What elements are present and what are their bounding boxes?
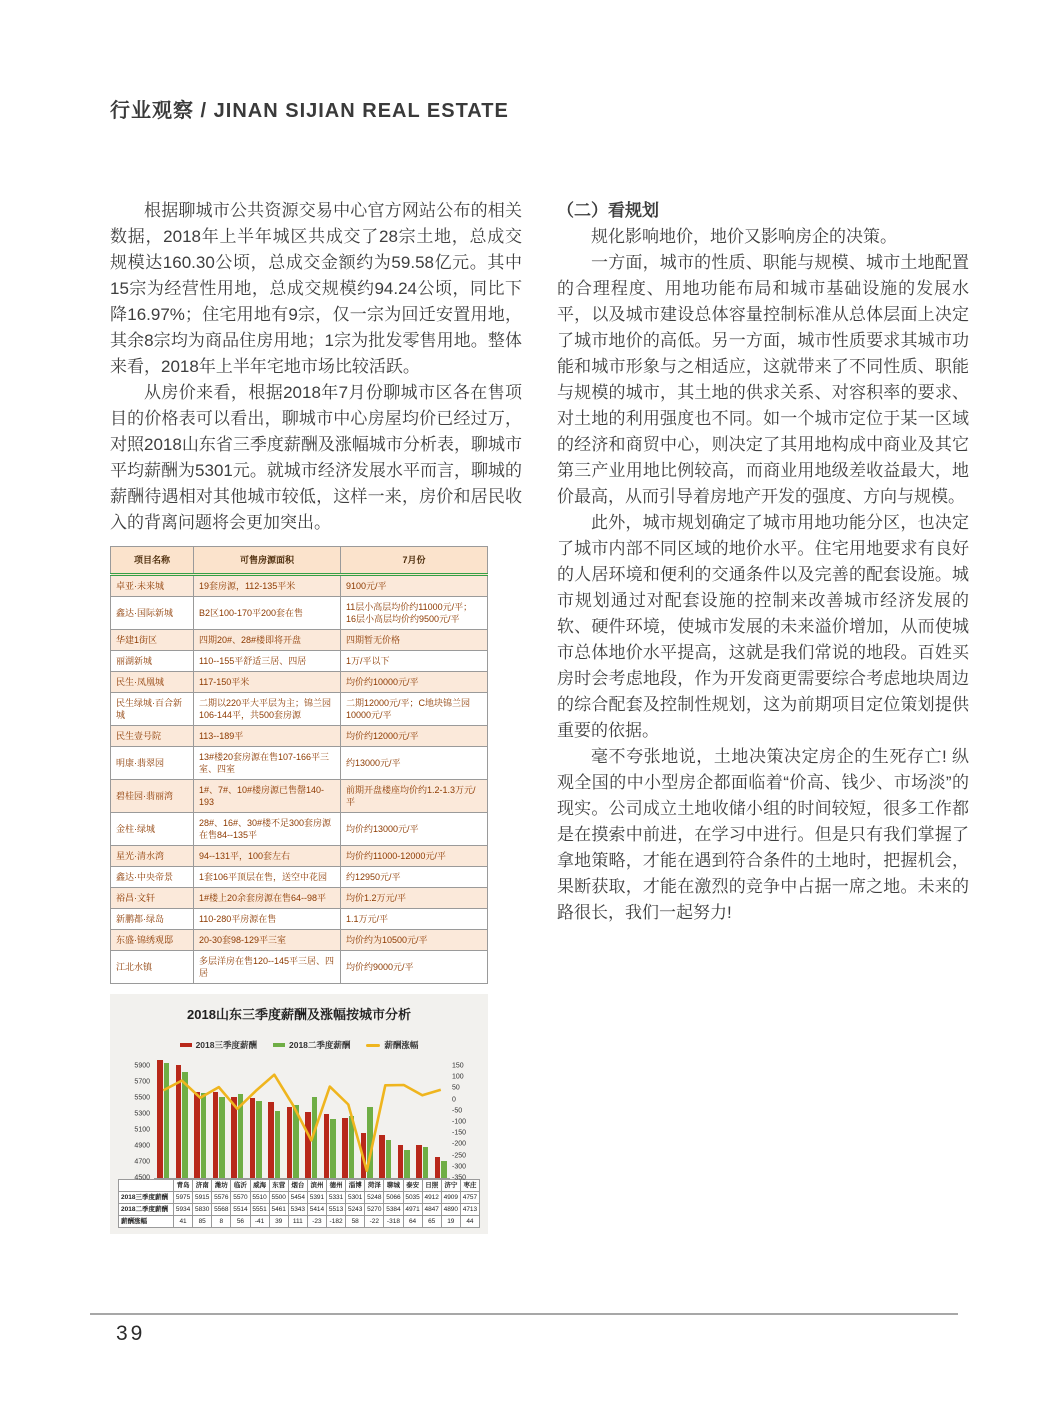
chart-table-city: 济宁 — [441, 1180, 460, 1192]
legend-item — [180, 1032, 257, 1058]
area-cell: 19套房源，112-135平米 — [193, 575, 340, 597]
project-name-cell: 民生壹号院 — [111, 726, 194, 747]
right-axis-tick-label: 150 — [452, 1062, 464, 1070]
chart-table-value: 4909 — [441, 1192, 460, 1204]
chart-table-value-row — [119, 1192, 480, 1204]
price-cell: 约12950元/平 — [340, 867, 487, 888]
left-axis-tick-label: 4900 — [134, 1142, 150, 1150]
area-cell: 20-30套98-129平三室 — [193, 930, 340, 951]
chart-table-value: 65 — [422, 1216, 441, 1228]
right-axis-tick-label: -250 — [452, 1152, 467, 1160]
chart-table-value: 5270 — [365, 1204, 384, 1216]
chart-table-city: 临沂 — [231, 1180, 250, 1192]
chart-table-value: 111 — [288, 1216, 307, 1228]
chart-plot — [134, 1062, 467, 1182]
price-cell: 均价约为10500元/平 — [340, 930, 487, 951]
chart-table-value: 4971 — [403, 1204, 422, 1216]
chart-table-value: 5915 — [193, 1192, 212, 1204]
chart-table-value: 5568 — [212, 1204, 231, 1216]
legend-bar-marker — [273, 1043, 285, 1047]
chart-table-value: -22 — [365, 1216, 384, 1228]
area-cell: 110--155平舒适三居、四居 — [193, 651, 340, 672]
price-table-row — [111, 726, 488, 747]
chart-table-city: 潍坊 — [212, 1180, 231, 1192]
column-header-project: 项目名称 — [111, 547, 194, 575]
right-column — [557, 198, 969, 926]
chart-table-value: 5384 — [384, 1204, 403, 1216]
chart-table-value: 5975 — [174, 1192, 193, 1204]
price-table-row — [111, 846, 488, 867]
area-cell: 1套106平顶层在售，送空中花园 — [193, 867, 340, 888]
left-axis-tick-label: 4700 — [134, 1158, 150, 1166]
chart-table-value: 85 — [193, 1216, 212, 1228]
price-cell: 前期开盘楼座均价约1.2-1.3万元/平 — [340, 780, 487, 813]
price-cell: 1万/平以下 — [340, 651, 487, 672]
area-cell: 28#、16#、30#楼不足300套房源在售84--135平 — [193, 813, 340, 846]
chart-table-value: 5551 — [250, 1204, 269, 1216]
project-name-cell: 裕昌·文轩 — [111, 888, 194, 909]
chart-table-value: 5576 — [212, 1192, 231, 1204]
left-axis-tick-label: 5500 — [134, 1094, 150, 1102]
chart-table-value: 44 — [460, 1216, 479, 1228]
chart-table-value: -182 — [327, 1216, 346, 1228]
left-axis-tick-label: 4500 — [134, 1174, 150, 1182]
price-table — [110, 546, 488, 984]
chart-table-value: 5830 — [193, 1204, 212, 1216]
body-paragraph: 从房价来看，根据2018年7月份聊城市区各在售项目的价格表可以看出，聊城市中心房屋均价已经过万，对照2018山东省三季度薪酬及涨幅城市分析表，聊城市平均薪酬为5301元。就城市经济发展水平而言，聊城的薪酬待遇相对其他城市较低，这样一来，房价和居民收入的背离问题将会更加突出。 — [110, 383, 522, 532]
chart-table-value: 5066 — [384, 1192, 403, 1204]
body-paragraph: 规化影响地价，地价又影响房企的决策。 — [591, 227, 897, 246]
chart-table-value: 4757 — [460, 1192, 479, 1204]
chart-table-city: 威海 — [250, 1180, 269, 1192]
legend-label: 2018三季度薪酬 — [195, 1040, 257, 1050]
price-cell: 二期12000元/平；C地块锦兰园10000元/平 — [340, 693, 487, 726]
chart-table-row-label: 薪酬涨幅 — [119, 1216, 174, 1228]
price-table-row — [111, 780, 488, 813]
project-name-cell: 丽湖新城 — [111, 651, 194, 672]
left-column — [110, 198, 522, 1234]
chart-table-value: 58 — [346, 1216, 365, 1228]
price-cell: 均价约9000元/平 — [340, 951, 487, 984]
price-table-body — [111, 575, 488, 984]
legend-label: 薪酬涨幅 — [384, 1040, 419, 1050]
chart-table-value: 5391 — [307, 1192, 326, 1204]
chart-table-value: 5243 — [346, 1204, 365, 1216]
price-table-row — [111, 597, 488, 630]
price-table-row — [111, 867, 488, 888]
price-cell: 约13000元/平 — [340, 747, 487, 780]
area-cell: 四期20#、28#楼即将开盘 — [193, 630, 340, 651]
chart-table-value: 8 — [212, 1216, 231, 1228]
price-table-header-row — [111, 547, 488, 575]
area-cell: 117-150平米 — [193, 672, 340, 693]
price-cell: 9100元/平 — [340, 575, 487, 597]
left-axis-tick-label: 5700 — [134, 1078, 150, 1086]
right-axis-tick-label: -300 — [452, 1163, 467, 1171]
chart-table-value: 4912 — [422, 1192, 441, 1204]
area-cell: 二期以220平大平层为主；锦兰园106-144平，共500套房源 — [193, 693, 340, 726]
project-name-cell: 民生·凤凰城 — [111, 672, 194, 693]
legend-item — [273, 1032, 350, 1058]
chart-table-value: 5513 — [327, 1204, 346, 1216]
chart-table-city: 青岛 — [174, 1180, 193, 1192]
legend-bar-marker — [180, 1043, 192, 1047]
chart-table-row-label: 2018三季度薪酬 — [119, 1192, 174, 1204]
section-heading: （二）看规划 — [557, 201, 659, 220]
legend-label: 2018二季度薪酬 — [288, 1040, 351, 1050]
chart-table-value-row — [119, 1204, 480, 1216]
right-axis-tick-label: -150 — [452, 1129, 467, 1137]
chart-table-value: 5343 — [288, 1204, 307, 1216]
price-cell: 四期暂无价格 — [340, 630, 487, 651]
project-name-cell: 碧桂园·翡丽湾 — [111, 780, 194, 813]
left-axis-tick-label: 5300 — [134, 1110, 150, 1118]
legend-item — [366, 1032, 418, 1058]
chart-table-value: -23 — [307, 1216, 326, 1228]
page-header — [110, 94, 810, 123]
price-table-row — [111, 930, 488, 951]
project-name-cell: 华建1街区 — [111, 630, 194, 651]
right-axis-tick-label: -100 — [452, 1118, 467, 1126]
chart-table-city: 枣庄 — [460, 1180, 479, 1192]
area-cell: 94--131平，100套左右 — [193, 846, 340, 867]
chart-table-value: 5248 — [365, 1192, 384, 1204]
chart-table-value: 5035 — [403, 1192, 422, 1204]
chart-table-value: 56 — [231, 1216, 250, 1228]
body-paragraph: 根据聊城市公共资源交易中心官方网站公布的相关数据，2018年上半年城区共成交了28宗土地，总成交规模达160.30公顷，总成交金额约为59.58亿元。其中15宗为经营性用地，总成交规模约94.24公顷，同比下降16.97%；住宅用地有9宗，仅一宗为回迁安置用地，其余8宗均为商品住房用地；1宗为批发零售用地。整体来看，2018年上半年宅地市场比较活跃。 — [110, 201, 522, 376]
price-table-row — [111, 888, 488, 909]
area-cell: 13#楼20套房源在售107-166平三室、四室 — [193, 747, 340, 780]
chart-table-value: 39 — [269, 1216, 288, 1228]
chart-table-value: 41 — [174, 1216, 193, 1228]
price-cell: 均价约12000元/平 — [340, 726, 487, 747]
chart-table-value: 5414 — [307, 1204, 326, 1216]
chart-table-row-label: 2018二季度薪酬 — [119, 1204, 174, 1216]
price-cell: 11层小高层均价约11000元/平；16层小高层均价约9500元/平 — [340, 597, 487, 630]
chart-table-value: 64 — [403, 1216, 422, 1228]
column-header-july: 7月份 — [340, 547, 487, 575]
project-name-cell: 明康·翡翠园 — [111, 747, 194, 780]
footer-rule — [90, 1313, 958, 1315]
project-name-cell: 星光·清水湾 — [111, 846, 194, 867]
price-table-row — [111, 693, 488, 726]
area-cell: 113--189平 — [193, 726, 340, 747]
chart-table-city: 烟台 — [288, 1180, 307, 1192]
chart-table-city: 德州 — [327, 1180, 346, 1192]
chart-table-city: 济南 — [193, 1180, 212, 1192]
chart-table-value: 19 — [441, 1216, 460, 1228]
price-table-row — [111, 813, 488, 846]
price-cell: 均价1.2万元/平 — [340, 888, 487, 909]
price-table-row — [111, 651, 488, 672]
project-name-cell: 金柱·绿城 — [111, 813, 194, 846]
right-axis-tick-label: -50 — [452, 1107, 463, 1115]
chart-table-value: -41 — [250, 1216, 269, 1228]
area-cell: 多层洋房在售120--145平三居、四居 — [193, 951, 340, 984]
area-cell: 1#楼上20余套房源在售64--98平 — [193, 888, 340, 909]
chart-table-city: 聊城 — [384, 1180, 403, 1192]
chart-table-value: 5500 — [269, 1192, 288, 1204]
chart-data-table — [118, 1179, 480, 1228]
price-table-row — [111, 909, 488, 930]
left-axis-tick-label: 5100 — [134, 1126, 150, 1134]
chart-table-value: 4847 — [422, 1204, 441, 1216]
page-number: 39 — [116, 1322, 146, 1345]
right-axis-tick-label: 100 — [452, 1073, 464, 1081]
chart-table-value: 5331 — [327, 1192, 346, 1204]
project-name-cell: 鑫达·国际新城 — [111, 597, 194, 630]
chart-table-value: 5461 — [269, 1204, 288, 1216]
price-cell: 1.1万元/平 — [340, 909, 487, 930]
price-cell: 均价约11000-12000元/平 — [340, 846, 487, 867]
chart-title: 2018山东三季度薪酬及涨幅按城市分析 — [187, 1007, 411, 1022]
chart-table-value: 5934 — [174, 1204, 193, 1216]
salary-chart-figure — [110, 994, 488, 1234]
chart-plot-area — [134, 1062, 467, 1182]
right-axis-tick-label: -350 — [452, 1174, 467, 1182]
chart-table-city-row — [119, 1180, 480, 1192]
chart-legend — [118, 1032, 480, 1058]
right-axis-tick-label: 0 — [452, 1096, 456, 1104]
salary-change-line — [154, 1066, 450, 1178]
body-paragraph: 一方面，城市的性质、职能与规模、城市土地配置的合理程度、用地功能布局和城市基础设施的发展水平，以及城市建设总体容量控制标准从总体层面上决定了城市地价的高低。另一方面，城市性质要求其城市功能和城市形象与之相适应，这就带来了不同性质、职能与规模的城市，其土地的供求关系、对容积率的要求、对土地的利用强度也不同。如一个城市定位于某一区域的经济和商贸中心，则决定了其用地构成中商业及其它第三产业用地比例较高，而商业用地级差收益最大，地价最高，从而引导着房地产开发的强度、方向与规模。 — [557, 253, 969, 506]
area-cell: B2区100-170平200套在售 — [193, 597, 340, 630]
chart-table-value: 4713 — [460, 1204, 479, 1216]
area-cell: 110-280平房源在售 — [193, 909, 340, 930]
chart-table-value: 4890 — [441, 1204, 460, 1216]
left-axis-tick-label: 5900 — [134, 1062, 150, 1070]
legend-line-marker — [366, 1044, 380, 1047]
right-axis-tick-label: -200 — [452, 1140, 467, 1148]
project-name-cell: 东盛·锦绣观邸 — [111, 930, 194, 951]
chart-table-value: 5454 — [288, 1192, 307, 1204]
price-cell: 均价约13000元/平 — [340, 813, 487, 846]
chart-table-city: 淄博 — [346, 1180, 365, 1192]
chart-table-city: 泰安 — [403, 1180, 422, 1192]
chart-table-value: 5510 — [250, 1192, 269, 1204]
price-table-row — [111, 747, 488, 780]
body-paragraph: 此外，城市规划确定了城市用地功能分区，也决定了城市内部不同区域的地价水平。住宅用地要求有良好的人居环境和便利的交通条件以及完善的配套设施。城市规划通过对配套设施的控制来改善城市经济发展的软、硬件环境，使城市发展的未来溢价增加，从而使城市总体地价水平提高，这就是我们常说的地段。百姓买房时会考虑地段，作为开发商更需要综合考虑地块周边的综合配套及控制性规划，这为前期项目定位策划提供重要的依据。 — [557, 513, 969, 740]
chart-table-value-row — [119, 1216, 480, 1228]
project-name-cell: 卓亚·未来城 — [111, 575, 194, 597]
project-name-cell: 鑫达·中央帝景 — [111, 867, 194, 888]
chart-table-value: 5514 — [231, 1204, 250, 1216]
body-paragraph: 毫不夸张地说，土地决策决定房企的生死存亡! 纵观全国的中小型房企都面临着“价高、钱少、市场淡”的现实。公司成立土地收储小组的时间较短，很多工作都是在摸索中前进，在学习中进行。但是只有我们掌握了拿地策略，才能在遇到符合条件的土地时，把握机会，果断获取，才能在激烈的竞争中占据一席之地。未来的路很长，我们一起努力! — [557, 747, 969, 922]
chart-table-value: 5301 — [346, 1192, 365, 1204]
price-table-row — [111, 575, 488, 597]
chart-table-city: 东营 — [269, 1180, 288, 1192]
project-name-cell: 民生绿城·百合新城 — [111, 693, 194, 726]
column-header-area: 可售房源面积 — [193, 547, 340, 575]
chart-table-city: 日照 — [422, 1180, 441, 1192]
price-table-row — [111, 630, 488, 651]
project-name-cell: 江北水镇 — [111, 951, 194, 984]
project-name-cell: 新鹏都·绿岛 — [111, 909, 194, 930]
price-table-row — [111, 672, 488, 693]
area-cell: 1#、7#、10#楼房源已售罄140-193 — [193, 780, 340, 813]
chart-table-city: 菏泽 — [365, 1180, 384, 1192]
price-table-row — [111, 951, 488, 984]
price-cell: 均价约10000元/平 — [340, 672, 487, 693]
chart-table-value: -318 — [384, 1216, 403, 1228]
right-axis-tick-label: 50 — [452, 1084, 460, 1092]
section-title: 行业观察 / JINAN SIJIAN REAL ESTATE — [110, 100, 509, 122]
chart-table-city: 滨州 — [307, 1180, 326, 1192]
chart-table-value: 5570 — [231, 1192, 250, 1204]
